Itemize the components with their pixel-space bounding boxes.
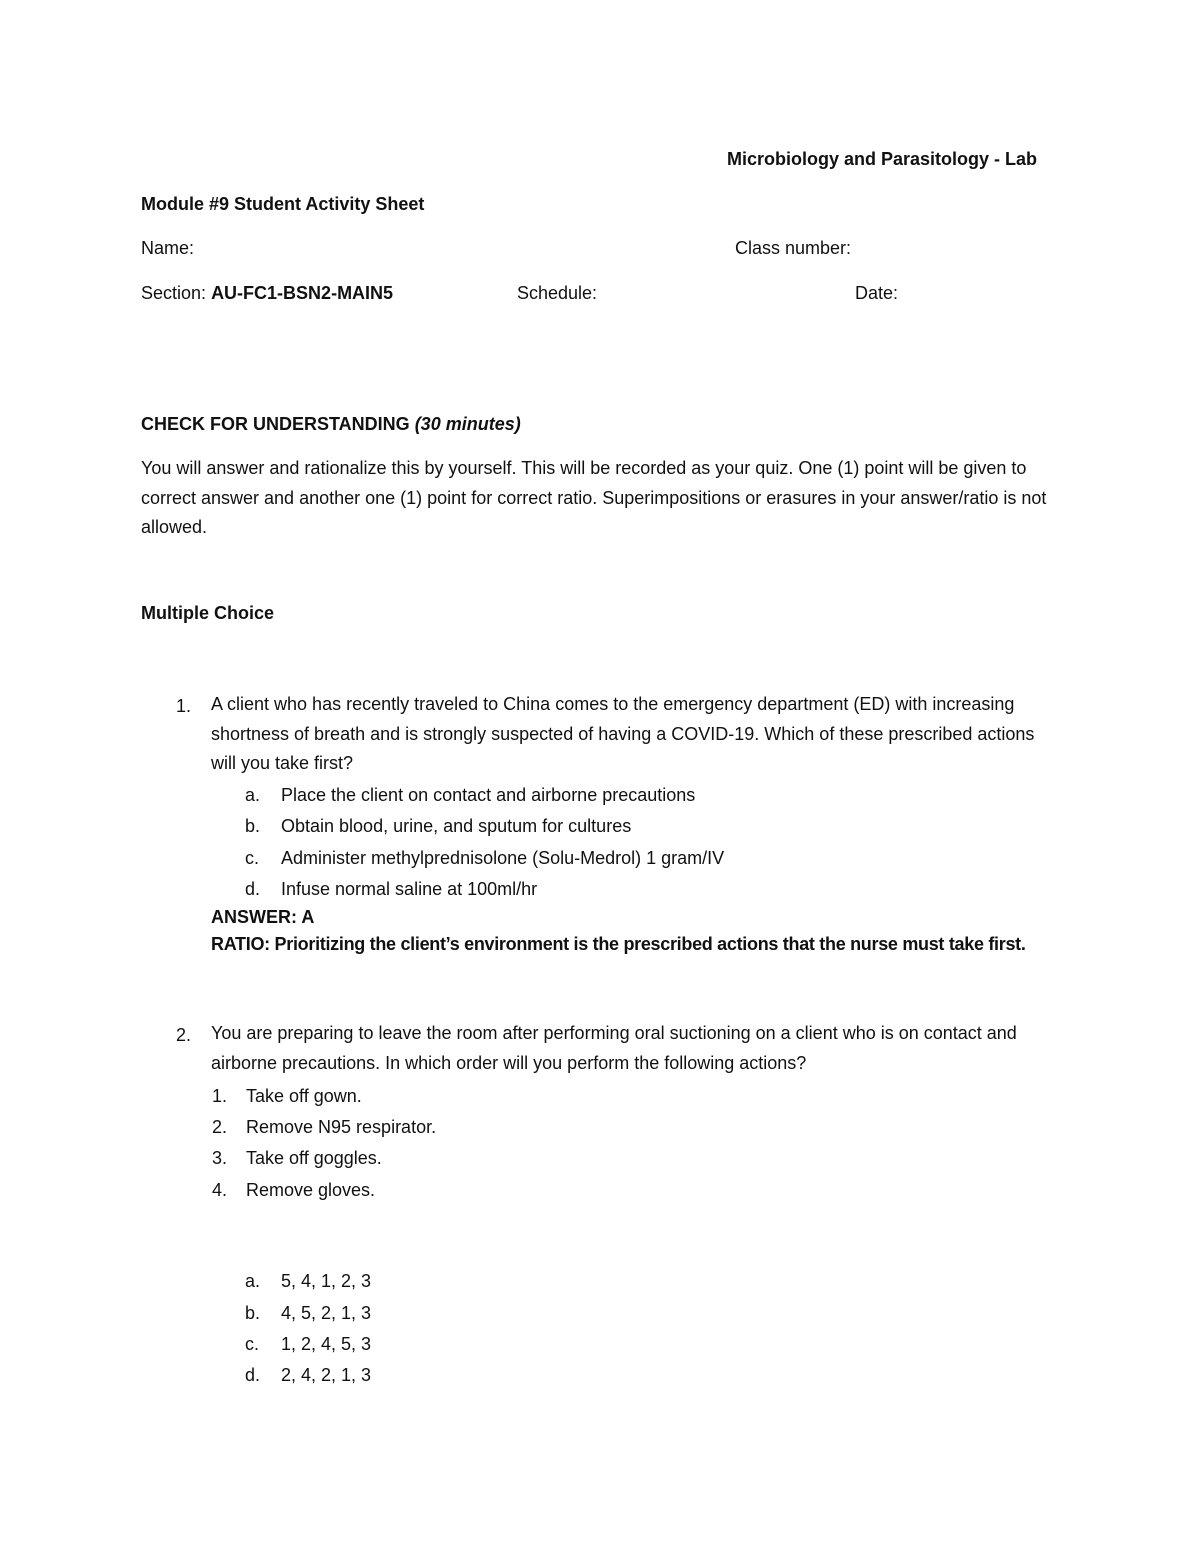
choice-letter: c. (245, 1334, 260, 1354)
choice-letter: a. (245, 1271, 261, 1291)
sheet-title: Module #9 Student Activity Sheet (141, 194, 425, 214)
step-text: Remove gloves. (246, 1180, 376, 1200)
section-heading: Multiple Choice (141, 603, 275, 623)
step-text: Take off gown. (246, 1086, 362, 1106)
step-number: 4. (212, 1180, 228, 1200)
question-number: 1. (176, 696, 192, 716)
course-title: Microbiology and Parasitology - Lab (727, 149, 1038, 169)
step-text: Remove N95 respirator. (246, 1117, 437, 1137)
question-number: 2. (176, 1025, 192, 1045)
choice-letter: b. (245, 1303, 261, 1323)
section-value: AU-FC1-BSN2-MAIN5 (211, 283, 394, 303)
answer: ANSWER: A (211, 907, 315, 927)
class-number-label: Class number: (735, 238, 852, 258)
choice-text: 1, 2, 4, 5, 3 (281, 1334, 372, 1354)
choice-letter: d. (245, 879, 261, 899)
choice-letter: a. (245, 785, 261, 805)
choice-letter: b. (245, 816, 261, 836)
section-field (141, 282, 393, 304)
schedule-label: Schedule: (517, 283, 598, 303)
step-number: 3. (212, 1148, 228, 1168)
question-text: A client who has recently traveled to China comes to the emergency department (ED) with increasing shortness of breath and is strongly suspected of having a COVID-19. Which of these prescribed actions will you take first? (211, 694, 1035, 773)
instructions-paragraph: You will answer and rationalize this by yourself. This will be recorded as your quiz. One (1) point will be given to correct answer and another one (1) point for correct ratio. Superimpositions or erasures in your answer/ratio is not allowed. (141, 458, 1047, 537)
choice-text: Place the client on contact and airborne precautions (281, 785, 696, 805)
choice-text: Obtain blood, urine, and sputum for cultures (281, 816, 632, 836)
check-duration: (30 minutes) (414, 414, 521, 434)
step-number: 1. (212, 1086, 228, 1106)
name-label: Name: (141, 238, 195, 258)
section-label: Section: (141, 283, 207, 303)
choice-letter: c. (245, 848, 260, 868)
choice-text: 5, 4, 1, 2, 3 (281, 1271, 372, 1291)
choice-text: 4, 5, 2, 1, 3 (281, 1303, 372, 1323)
step-number: 2. (212, 1117, 228, 1137)
check-heading-text: CHECK FOR UNDERSTANDING (141, 414, 410, 434)
ratio: RATIO: Prioritizing the client’s environment is the prescribed actions that the nurse must take first. (211, 934, 1026, 954)
choice-text: Administer methylprednisolone (Solu-Medrol) 1 gram/IV (281, 848, 725, 868)
choice-text: 2, 4, 2, 1, 3 (281, 1365, 372, 1385)
choice-letter: d. (245, 1365, 261, 1385)
question-text: You are preparing to leave the room after performing oral suctioning on a client who is on contact and airborne precautions. In which order will you perform the following actions? (211, 1023, 1017, 1073)
check-heading (141, 413, 521, 435)
date-label: Date: (855, 283, 899, 303)
step-text: Take off goggles. (246, 1148, 382, 1168)
choice-text: Infuse normal saline at 100ml/hr (281, 879, 538, 899)
